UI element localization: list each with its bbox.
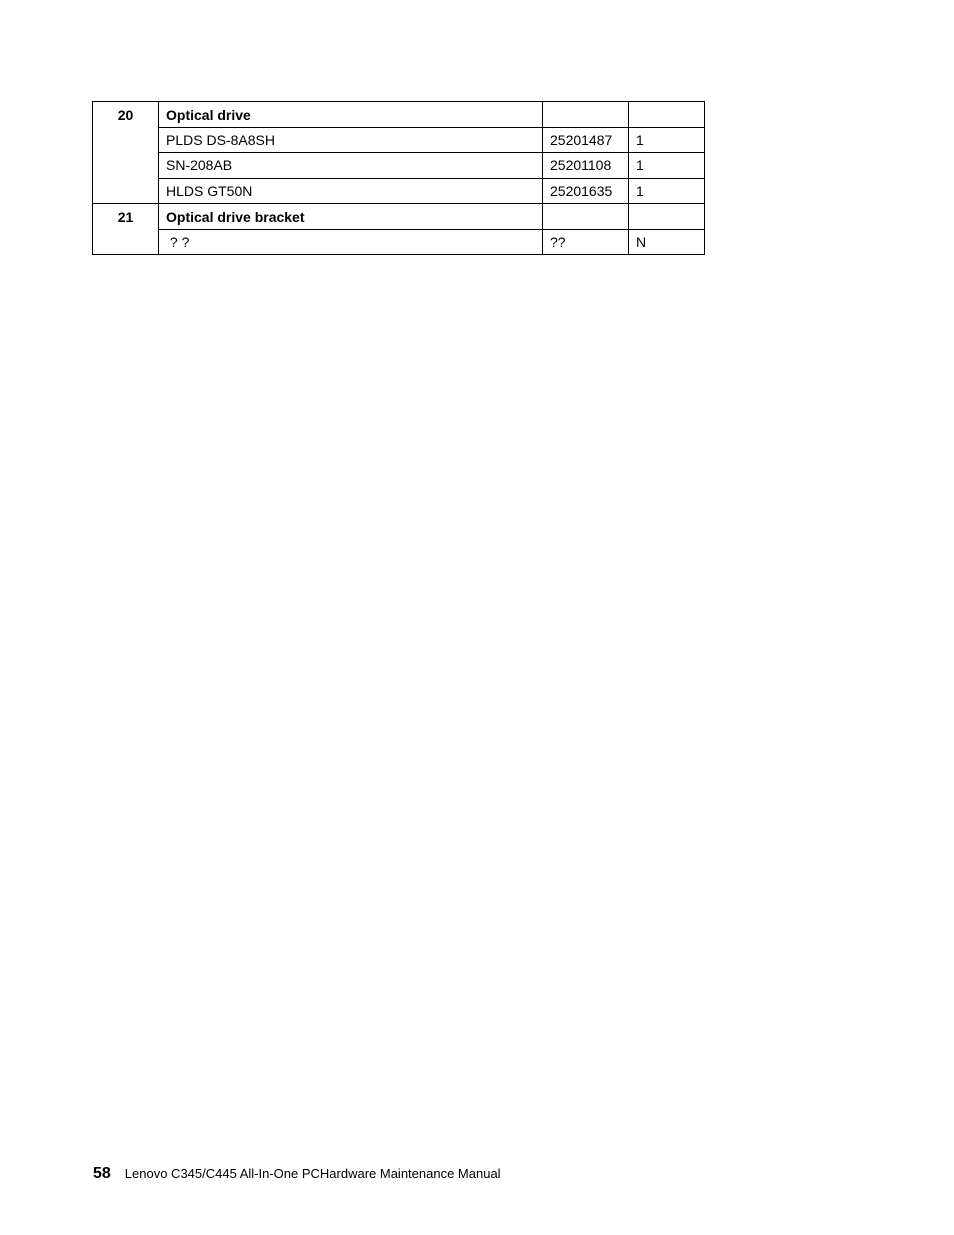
- qty-cell: 1: [629, 178, 705, 204]
- table-row: [93, 127, 705, 153]
- qty-cell: N: [629, 229, 705, 255]
- qty-cell: 1: [629, 127, 705, 153]
- group-index: 20: [93, 102, 159, 204]
- parts-table: [92, 101, 705, 255]
- qty-cell-empty: [629, 204, 705, 230]
- fru-cell-empty: [543, 102, 629, 128]
- group-index: 21: [93, 204, 159, 255]
- table-row: [93, 153, 705, 179]
- page-footer: [93, 1165, 501, 1183]
- qty-cell-empty: [629, 102, 705, 128]
- description-cell: PLDS DS-8A8SH: [159, 127, 543, 153]
- group-header-row: [93, 102, 705, 128]
- group-name: Optical drive bracket: [159, 204, 543, 230]
- group-header-row: [93, 204, 705, 230]
- description-cell: HLDS GT50N: [159, 178, 543, 204]
- table-row: [93, 178, 705, 204]
- description-cell: ? ?: [159, 229, 543, 255]
- group-name: Optical drive: [159, 102, 543, 128]
- document-title: Lenovo C345/C445 All-In-One PCHardware Maintenance Manual: [124, 1166, 501, 1181]
- fru-cell: 25201487: [543, 127, 629, 153]
- fru-cell: ??: [543, 229, 629, 255]
- fru-cell-empty: [543, 204, 629, 230]
- fru-cell: 25201108: [543, 153, 629, 179]
- qty-cell: 1: [629, 153, 705, 179]
- table-row: [93, 229, 705, 255]
- description-cell: SN-208AB: [159, 153, 543, 179]
- fru-cell: 25201635: [543, 178, 629, 204]
- page-number: 58: [93, 1165, 111, 1182]
